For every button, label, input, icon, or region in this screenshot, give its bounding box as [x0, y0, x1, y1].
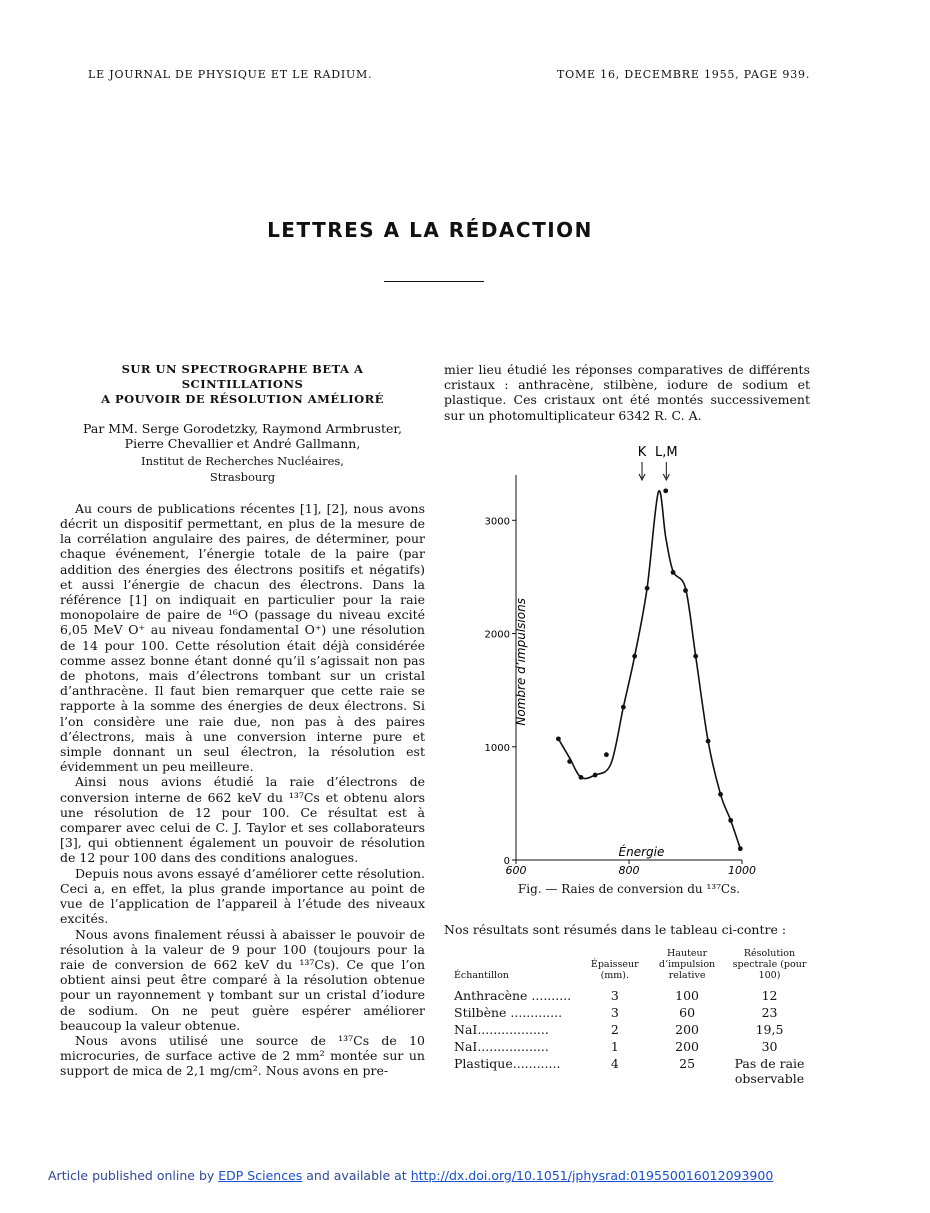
doi-link[interactable]: http://dx.doi.org/10.1051/jphysrad:019550016012093900: [410, 1168, 774, 1183]
data-point: [556, 736, 561, 741]
results-row: [452, 987, 812, 1004]
cell-sample: Plastique............: [454, 1056, 561, 1071]
x-tick-label: 600: [505, 864, 527, 877]
x-axis-label: Énergie: [618, 845, 665, 859]
cell-sample: Stilbène .............: [454, 1005, 563, 1020]
figure-caption: Fig. — Raies de conversion du ¹³⁷Cs.: [517, 882, 741, 896]
cell-sample: Anthracène ..........: [454, 988, 572, 1003]
cell-thickness: 1: [610, 1039, 619, 1054]
data-point: [663, 488, 668, 493]
right-intro-text: mier lieu étudié les réponses comparatives de différents cristaux : anthracène, stilbène, iodure de sodium et plastique. Ces cristaux ont été montés successivement sur un photomultiplicateur 6342 R. C. A.: [444, 362, 810, 423]
data-point: [738, 846, 743, 851]
affiliation-line-2: Strasbourg: [209, 469, 276, 484]
cell-sample: NaI..................: [454, 1039, 549, 1054]
data-point: [567, 759, 572, 764]
cell-resolution: 19,5: [755, 1022, 784, 1037]
cell-resolution: 30: [761, 1039, 778, 1054]
y-tick-label: 3000: [484, 516, 510, 528]
paragraph-3: Depuis nous avons essayé d’améliorer cette résolution. Ceci a, en effet, la plus grande importance au point de vue de l’application de l’appareil à l’étude des niveaux excités.: [60, 865, 425, 927]
authors-line-2: Pierre Chevallier et André Gallmann,: [124, 436, 361, 452]
cell-thickness: 3: [610, 988, 619, 1003]
data-point: [632, 654, 637, 659]
peak-label: L,M: [655, 445, 678, 460]
results-row: [452, 1021, 812, 1038]
data-point: [645, 586, 650, 591]
results-intro: Nos résultats sont résumés dans le tableau ci-contre :: [444, 922, 787, 937]
paragraph-4: Nous avons finalement réussi à abaisser le pouvoir de résolution à la valeur de 9 pour 100 (toujours pour la raie de conversion de 662 keV du ¹³⁷Cs). Ce que l’on obtient ainsi peut être comparé à la résolution obtenue pour un rayonnement γ tombant sur un cristal d’iodure de sodium. On ne peut guère espérer améliorer beaucoup la valeur obtenue.: [60, 926, 425, 1033]
paragraph-5: Nous avons utilisé une source de ¹³⁷Cs de 10 microcuries, de surface active de 2 mm² montée sur un support de mica de 2,1 mg/cm². Nous avons en pre-: [60, 1032, 425, 1079]
cell-thickness: 4: [610, 1056, 619, 1071]
cell-resolution: 12: [761, 988, 778, 1003]
conversion-spectrum-chart: [480, 440, 770, 877]
cell-pulse-height: 25: [679, 1056, 696, 1071]
header-resolution: Résolution spectrale (pour 100): [732, 948, 807, 981]
journal-header: LE JOURNAL DE PHYSIQUE ET LE RADIUM.: [88, 68, 373, 81]
affiliation-line-1: Institut de Recherches Nucléaires,: [141, 454, 344, 469]
footer: [48, 1168, 773, 1183]
article-title-line-1: SUR UN SPECTROGRAPHE BETA A SCINTILLATIONS: [121, 362, 364, 391]
data-point: [593, 773, 598, 778]
article-title-line-2: A POUVOIR DE RÉSOLUTION AMÉLIORÉ: [101, 392, 384, 406]
results-row: [452, 1038, 812, 1055]
spectrum-curve: [558, 491, 740, 849]
y-tick-label: 2000: [484, 629, 510, 641]
cell-pulse-height: 200: [675, 1022, 700, 1037]
x-tick-label: 800: [618, 864, 640, 877]
data-point: [718, 792, 723, 797]
results-header-row: [452, 948, 812, 987]
authors-line-1: Par MM. Serge Gorodetzky, Raymond Armbruster,: [83, 421, 402, 436]
y-axis-label: Nombre d’impulsions: [514, 598, 528, 726]
cell-sample: NaI..................: [454, 1022, 549, 1037]
publisher-link[interactable]: EDP Sciences: [218, 1168, 303, 1183]
results-row: [452, 1055, 812, 1087]
cell-thickness: 3: [610, 1005, 619, 1020]
cell-pulse-height: 200: [675, 1039, 700, 1054]
cell-pulse-height: 100: [675, 988, 700, 1003]
peak-label: K: [637, 445, 647, 460]
paragraph-1: Au cours de publications récentes [1], [2], nous avons décrit un dispositif permettant, en plus de la mesure de la corrélation angulaire des paires, de déterminer, pour chaque événement, l’énergie totale de la paire (par addition des énergies des électrons positifs et négatifs) et aussi l’énergie de chacun des électrons. Dans la référence [1] on indiquait en particulier pour la raie monopolaire de paire de ¹⁶O (passage du niveau excité 6,05 MeV O⁺ au niveau fondamental O⁺) une résolution de 14 pour 100. Cette résolution était déjà considérée comme assez bonne étant donné qu’il s’agissait non pas de photons, mais d’électrons tombant sur un cristal d’anthracène. Il faut bien remarquer que cette raie se rapporte à la somme des énergies de deux électrons. Si l’on considère une raie due, non pas à des paires d’électrons, mais à une conversion interne pure et simple donnant un seul électron, la résolution est évidemment un peu meilleure.: [60, 500, 425, 775]
data-point: [706, 739, 711, 744]
data-point: [728, 818, 733, 823]
cell-resolution: Pas de raie observable: [734, 1056, 805, 1086]
data-point: [671, 570, 676, 575]
results-body: [452, 987, 812, 1087]
footer-prefix: Article published online by: [48, 1168, 215, 1183]
results-table: [452, 948, 812, 1087]
data-point: [604, 752, 609, 757]
y-tick-label: 1000: [484, 742, 510, 754]
header-pulse-height: Hauteur d’impulsion relative: [659, 948, 716, 981]
data-point: [683, 588, 688, 593]
right-column-intro: [444, 362, 810, 423]
y-tick-label: 0: [503, 856, 510, 867]
results-row: [452, 1004, 812, 1021]
cell-pulse-height: 60: [679, 1005, 696, 1020]
data-point: [621, 705, 626, 710]
cell-resolution: 23: [761, 1005, 778, 1020]
header-thickness: Épaisseur (mm).: [590, 959, 639, 981]
x-tick-label: 1000: [728, 864, 756, 877]
title-divider: [384, 281, 484, 282]
cell-thickness: 2: [610, 1022, 619, 1037]
page-title: LETTRES A LA RÉDACTION: [267, 218, 593, 242]
data-point: [693, 654, 698, 659]
data-point: [579, 775, 584, 780]
footer-middle: and available at: [306, 1168, 407, 1183]
header-sample: Échantillon: [454, 970, 509, 981]
issue-header: TOME 16, DECEMBRE 1955, PAGE 939.: [557, 68, 811, 81]
paragraph-2: Ainsi nous avions étudié la raie d’électrons de conversion interne de 662 keV du ¹³⁷Cs et obtenu alors une résolution de 12 pour 100. Ce résultat est à comparer avec celui de C. J. Taylor et ses collaborateurs [3], qui obtiennent également un pouvoir de résolution de 12 pour 100 dans des conditions analogues.: [60, 774, 425, 866]
left-column: [60, 362, 425, 1079]
